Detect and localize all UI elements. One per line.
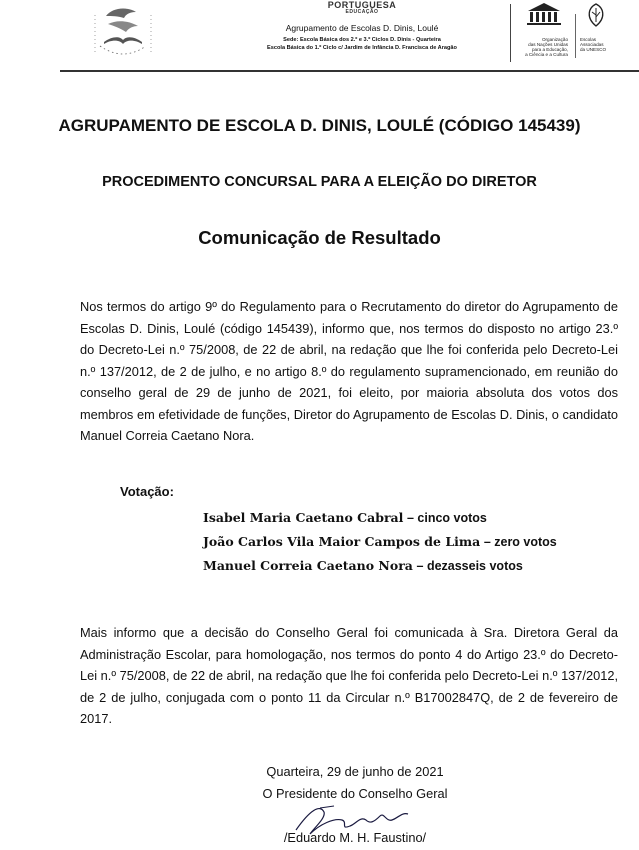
associated-schools-logo	[580, 2, 630, 66]
letterhead	[0, 0, 639, 80]
header-divider-2	[575, 14, 576, 58]
place-date: Quarteira, 29 de junho de 2021	[266, 764, 444, 779]
vote-row	[203, 506, 623, 530]
candidate-name: Isabel Maria Caetano Cabral	[203, 510, 404, 525]
header-rule	[60, 70, 639, 72]
candidate-votes: – dezasseis votos	[416, 559, 523, 573]
associated-schools-caption: Escolas Associadas da UNESCO	[580, 37, 607, 52]
header-divider	[510, 4, 511, 62]
candidate-name: João Carlos Vila Maior Campos de Lima	[203, 534, 481, 549]
escola-basica-line: Escola Básica do 1.º Ciclo c/ Jardim de Infância D. Francisca de Aragão	[267, 45, 457, 51]
dolphin-book-icon	[90, 2, 156, 64]
unesco-temple-icon	[524, 2, 564, 26]
paragraph-1: Nos termos do artigo 9º do Regulamento para o Recrutamento do diretor do Agrupamento de Escolas D. Dinis, Loulé (código 145439), informo que, nos termos do disposto no artigo 23.º do Decreto-Lei n.º 75/2008, de 22 de abril, na redação que lhe foi conferida pelo Decreto-Lei n.º 137/2012, de 2 de julho, e no artigo 8.º do regulamento supramencionado, em reunião do conselho geral de 29 de junho de 2021, foi eleito, por maioria absoluta dos votos dos membros em efetividade de funções, Diretor do Agrupamento de Escolas D. Dinis, o candidato Manuel Correia Caetano Nora.	[80, 299, 618, 443]
signature-block	[225, 761, 485, 805]
document-title: AGRUPAMENTO DE ESCOLA D. DINIS, LOULÉ (CÓDIGO 145439)	[58, 116, 581, 135]
school-logo	[90, 2, 156, 64]
letterhead-center	[228, 0, 496, 51]
republica-label: PORTUGUESA	[327, 0, 397, 10]
agrupamento-name: Agrupamento de Escolas D. Dinis, Loulé	[285, 23, 439, 33]
sede-line: Sede: Escola Básica dos 2.º e 3.º Ciclos D. Dinis - Quarteira	[283, 37, 441, 43]
vote-row	[203, 530, 623, 554]
unesco-logo	[520, 2, 568, 66]
educacao-label: EDUCAÇÃO	[345, 9, 379, 15]
signer-role: O Presidente do Conselho Geral	[262, 786, 448, 801]
votes-list	[203, 506, 623, 578]
document-heading: Comunicação de Resultado	[198, 227, 441, 248]
paragraph-2: Mais informo que a decisão do Conselho Geral foi comunicada à Sra. Diretora Geral da Administração Escolar, para homologação, nos termos do ponto 4 do Artigo 23.º do Decreto-Lei n.º 75/2008, de 22 de abril, na redação que lhe foi conferida pelo Decreto-Lei n.º 137/2012, de 2 de julho, conjugada com o ponto 11 da Circular n.º B17002847Q, de 2 de fevereiro de 2017.	[80, 625, 618, 726]
unesco-caption: Organização das Nações Unidas para a Educação, a Ciência e a Cultura	[525, 37, 568, 57]
candidate-name: Manuel Correia Caetano Nora	[203, 558, 413, 573]
leaf-emblem-icon	[584, 2, 608, 28]
candidate-votes: – cinco votos	[407, 511, 487, 525]
signer-name: /Eduardo M. H. Faustino/	[283, 830, 427, 845]
document-subtitle: PROCEDIMENTO CONCURSAL PARA A ELEIÇÃO DO DIRETOR	[102, 174, 537, 190]
candidate-votes: – zero votos	[483, 535, 557, 549]
vote-row	[203, 554, 623, 578]
votacao-label: Votação:	[120, 484, 174, 499]
